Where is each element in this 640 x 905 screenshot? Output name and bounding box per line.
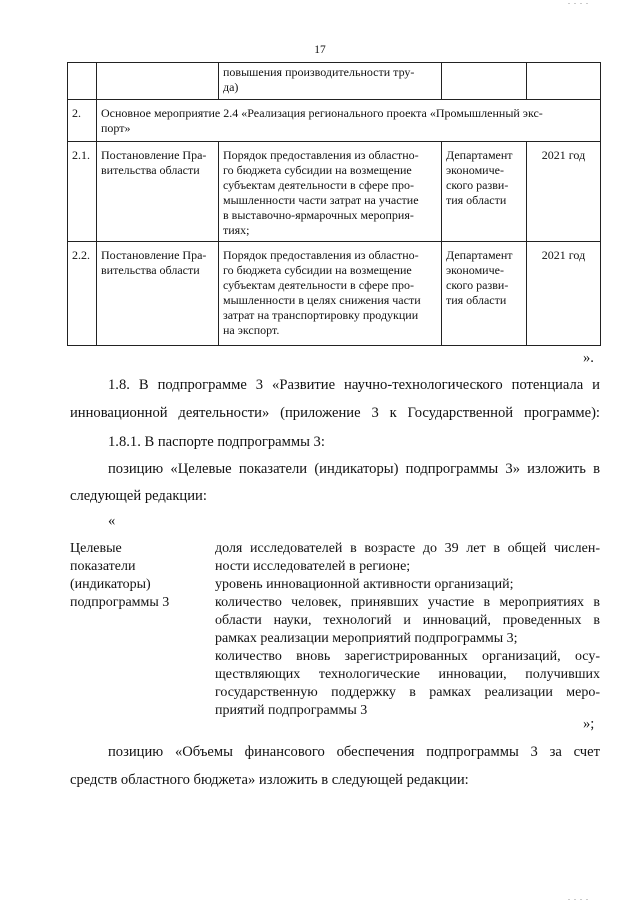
table-cell-num: 2. <box>68 100 97 142</box>
passport-value-line: области науки, технологий и инноваций, проведенных в <box>215 613 600 628</box>
table-cell-num: 2.1. <box>68 142 97 242</box>
passport-label <box>70 540 205 612</box>
table-cell-section-title: Основное мероприятие 2.4 «Реализация регионального проекта «Промышленный экс- порт» <box>97 100 601 142</box>
para-1-8-line-1: 1.8. В подпрограмме 3 «Развитие научно-технологического потенциала и <box>108 377 600 393</box>
para-1-8-1: 1.8.1. В паспорте подпрограммы 3: <box>108 434 325 450</box>
passport-value-line: уровень инновационной активности организаций; <box>215 577 514 592</box>
table-row <box>68 242 601 346</box>
passport-label-line: показатели <box>70 559 136 574</box>
corner-mark-top: . . . . <box>568 0 589 6</box>
table-cell-num <box>68 63 97 100</box>
table-cell-executor: Департамент экономиче- ского разви- тия области <box>442 142 527 242</box>
table-cell-name: повышения производительности тру- да) <box>219 63 442 100</box>
passport-value-line: количество вновь зарегистрированных организаций, осу- <box>215 649 600 664</box>
passport-label-line: Целевые <box>70 541 122 556</box>
para-targets-line-1: позицию «Целевые показатели (индикаторы) подпрограммы 3» изложить в <box>108 461 600 477</box>
passport-label-line: (индикаторы) <box>70 577 151 592</box>
passport-value-line: доля исследователей в возрасте до 39 лет в общей числен- <box>215 541 600 556</box>
table-cell-document <box>97 63 219 100</box>
table-cell-name: Порядок предоставления из областно- го бюджета субсидии на возмещение субъектам деятельности в сфере про- мышленности части затрат на участие в выставочно-ярмарочных мероприя- тиях; <box>219 142 442 242</box>
table-cell-document: Постановление Пра- вительства области <box>97 142 219 242</box>
table-cell-date: 2021 год <box>527 142 601 242</box>
table-cell-executor: Департамент экономиче- ского разви- тия области <box>442 242 527 346</box>
table-cell-document: Постановление Пра- вительства области <box>97 242 219 346</box>
para-funding-line-1: позицию «Объемы финансового обеспечения подпрограммы 3 за счет <box>108 744 600 760</box>
passport-value-line: рамках реализации мероприятий подпрограммы 3; <box>215 631 518 646</box>
passport-close-quote: »; <box>583 716 595 732</box>
table-cell-executor <box>442 63 527 100</box>
measures-table <box>67 62 601 346</box>
passport-value-line: ности исследователей в регионе; <box>215 559 411 574</box>
table-cell-date: 2021 год <box>527 242 601 346</box>
table-cell-date <box>527 63 601 100</box>
table-row <box>68 142 601 242</box>
table-cell-num: 2.2. <box>68 242 97 346</box>
passport-label-line: подпрограммы 3 <box>70 595 170 610</box>
corner-mark-bottom: . . . . <box>568 893 589 902</box>
passport-value-line: государственную поддержку в рамках реализации меро- <box>215 685 600 700</box>
page-number: 17 <box>314 44 326 56</box>
open-quote: « <box>108 513 116 529</box>
para-1-8-line-2: инновационной деятельности» (приложение 3 к Государственной программе): <box>70 405 600 421</box>
para-targets-line-2: следующей редакции: <box>70 488 207 504</box>
table-cell-name: Порядок предоставления из областно- го бюджета субсидии на возмещение субъектам деятельности в сфере про- мышленности в целях снижения части затрат на транспортировку продукции на экспорт. <box>219 242 442 346</box>
passport-value-line: количество человек, принявших участие в мероприятиях в <box>215 595 600 610</box>
passport-value-line: ществляющих технологические инновации, получивших <box>215 667 600 682</box>
para-funding-line-2: средств областного бюджета» изложить в следующей редакции: <box>70 772 469 788</box>
passport-value-line: приятий подпрограммы 3 <box>215 703 368 718</box>
table-row <box>68 63 601 100</box>
table-row <box>68 100 601 142</box>
passport-values <box>215 540 600 720</box>
table-close-quote: ». <box>583 350 594 366</box>
